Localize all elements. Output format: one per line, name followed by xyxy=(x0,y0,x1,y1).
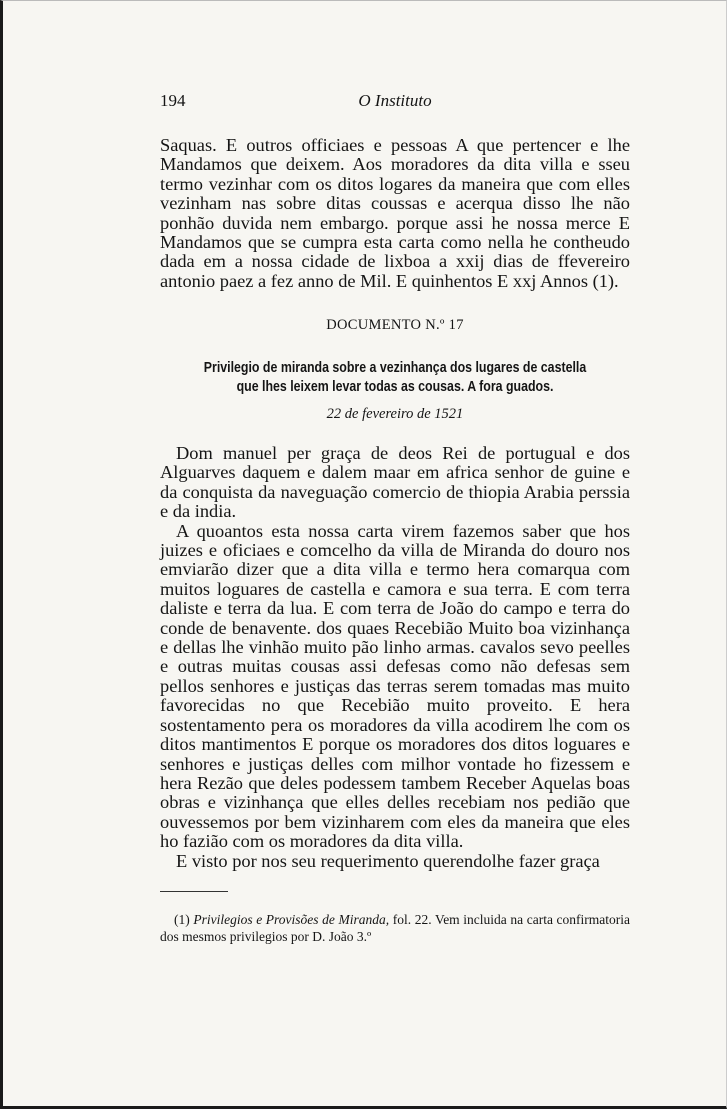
body-paragraph: E visto por nos seu requerimento querendolhe fazer graça xyxy=(176,850,600,871)
document-date: 22 de fevereiro de 1521 xyxy=(326,406,464,422)
footnote-rule xyxy=(160,891,228,892)
footnote-text: fol. 22. Vem incluida na carta confirmatoria dos mesmos privilegios por D. João 3.º xyxy=(160,912,631,944)
footnote-marker: (1) xyxy=(174,912,190,927)
document-heading: DOCUMENTO N.º 17 xyxy=(326,317,464,333)
document-title: Privilegio de miranda sobre a vezinhança dos lugares de castella que lhes leixem levar todas as cousas. A fora guados. xyxy=(203,360,587,395)
running-title: O Instituto xyxy=(358,91,432,110)
continuation-paragraph xyxy=(160,136,630,291)
document-body xyxy=(160,444,630,871)
body-paragraph: Dom manuel per graça de deos Rei de portugual e dos Alguarves daquem e dalem maar em africa senhor de guine e da conquista da naveguação comercio de thiopia Arabia perssia e da india. xyxy=(160,443,630,522)
footnote-source-title: Privilegios e Provisões de Miranda, xyxy=(193,912,390,927)
page-number: 194 xyxy=(160,91,186,110)
footnote xyxy=(160,912,630,945)
page-header xyxy=(160,91,630,115)
body-paragraph: A quoantos esta nossa carta virem fazemos saber que hos juizes e oficiaes e comcelho da villa de Miranda do douro nos emviarão dizer que a dita villa e termo hera comarqua com muitos loguares de castella e camora e sua terra. E com terra daliste e terra da lua. E com terra de João do campo e terra do conde de benavente. dos quaes Recebião Muito boa vizinhança e dellas lhe vinhão muito pão linho armas. cavalos sevo peelles e outras muitas cousas assi defesas como não defesas sem pellos senhores e justiças das terras serem tomadas mas muito favorecidas no que Recebião muito proveito. E hera sostentamento pera os moradores da villa acodirem lhe com os ditos mantimentos E porque os moradores dos ditos loguares e senhores e justiças delles com milhor vontade ho fizessem e hera Rezão que deles podessem tambem Receber Aquelas boas obras e vizinhança que elles delles recebiam nos pedião que ouvessemos por bem vizinharem com eles da maneira que eles ho fazião com os moradores da dita villa. xyxy=(160,520,630,852)
continuation-text: Saquas. E outros officiaes e pessoas A que pertencer e lhe Mandamos que deixem. Aos moradores da dita villa e sseu termo vezinhar com os ditos logares da maneira que com elles vezinham nas sobre ditas coussas e acerqua disso lhe não ponhão duvida nem embargo. porque assi he nossa merce E Mandamos que se cumpra esta carta como nella he contheudo dada em a nossa cidade de lixboa a xxij dias de ffevereiro antonio paez a fez anno de Mil. E quinhentos E xxj Annos (1). xyxy=(160,135,630,291)
